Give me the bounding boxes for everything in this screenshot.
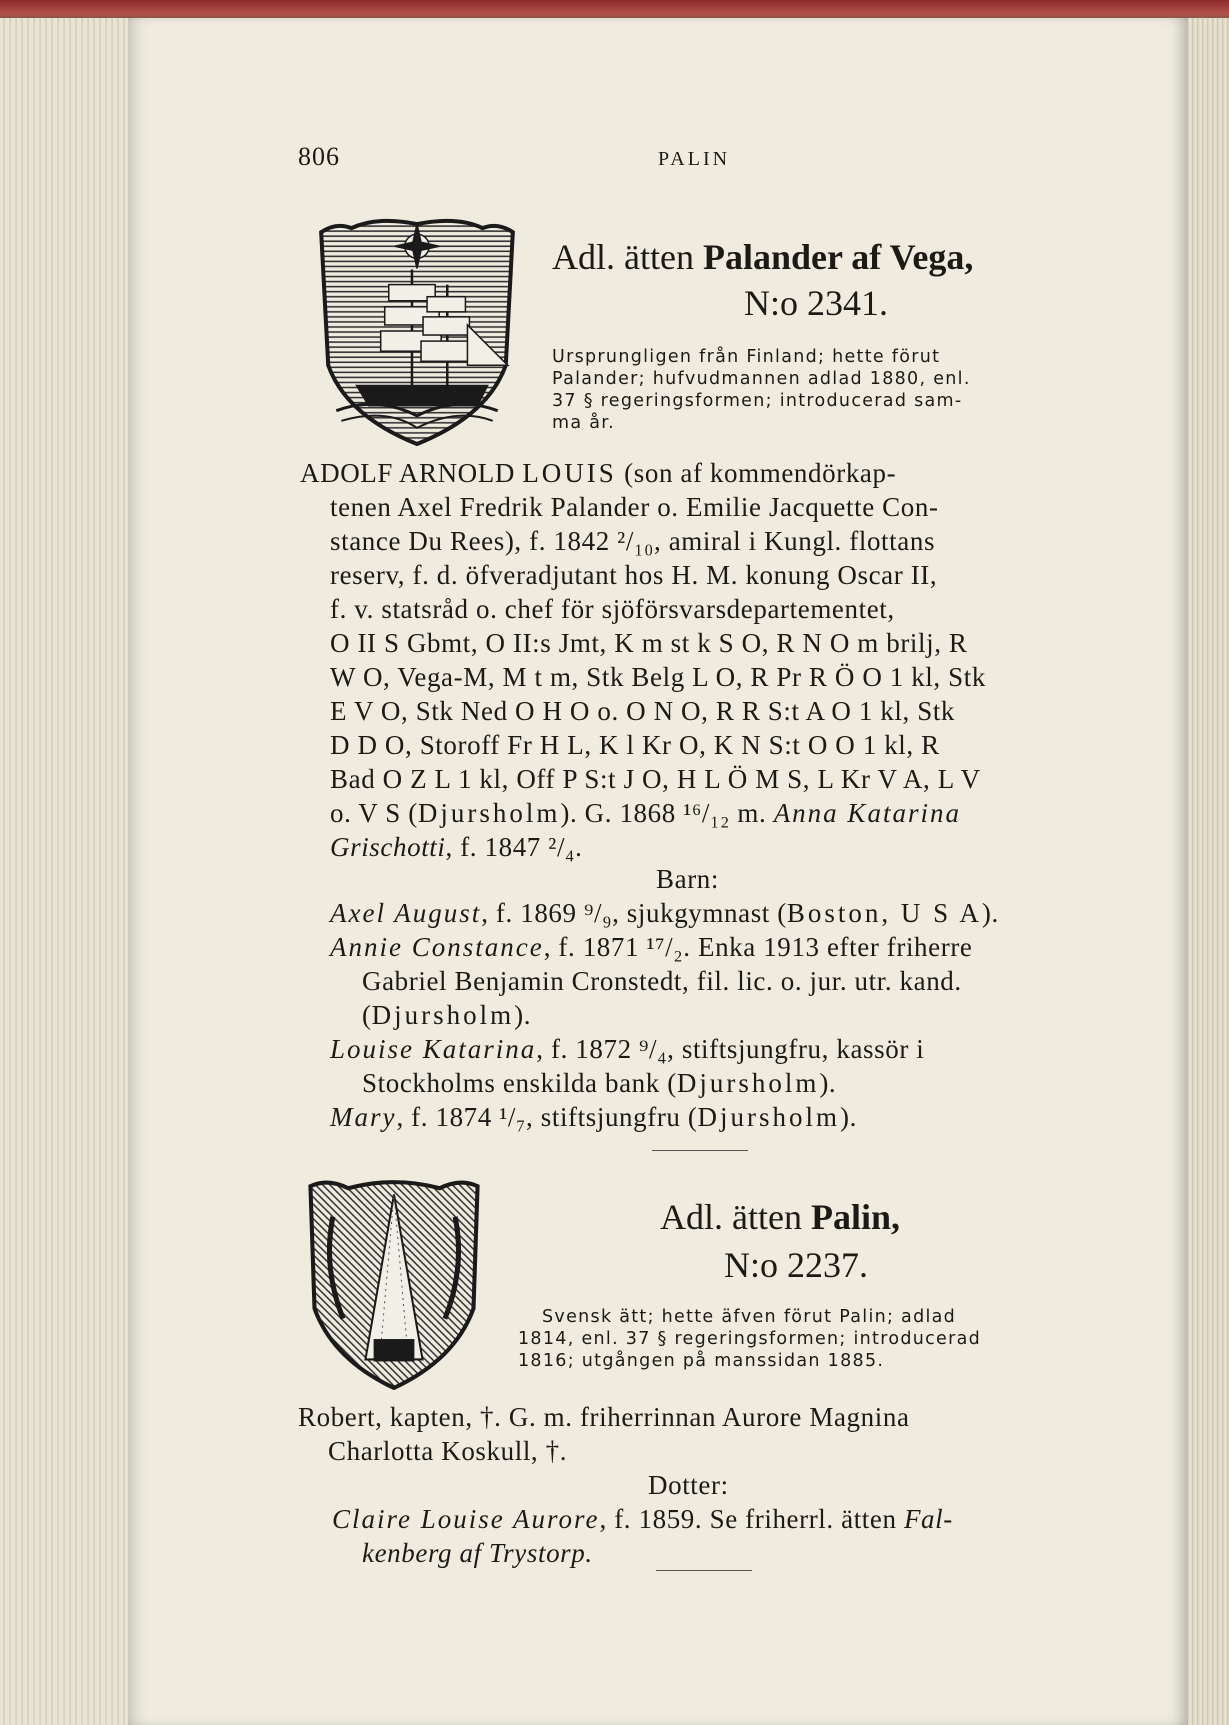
section-divider (656, 1570, 752, 1571)
coat-of-arms-obelisk-icon (302, 1176, 486, 1390)
entry1-body-line: E V O, Stk Ned O H O o. O N O, R R S:t A O 1 kl, Stk (330, 696, 956, 726)
entry2-body-line: Charlotta Koskull, †. (328, 1436, 568, 1466)
entry1-body-line: tenen Axel Fredrik Palander o. Emilie Jacquette Con- (330, 492, 939, 522)
entry1-body-line: f. v. statsråd o. chef för sjöförsvarsdepartementet, (330, 594, 895, 624)
entry1-body-line: reserv, f. d. öfveradjutant hos H. M. konung Oscar II, (330, 560, 938, 590)
entry1-body-line: O II S Gbmt, O II:s Jmt, K m st k S O, R N O m brilj, R (330, 628, 968, 658)
page-number: 806 (298, 142, 340, 171)
entry1-body-line: Grischotti, f. 1847 ²/₄. (330, 832, 583, 862)
daughter-entry-cont: kenberg af Trystorp. (362, 1538, 593, 1568)
entry1-body-line: ADOLF ARNOLD LOUIS (son af kommendörkap- (300, 458, 897, 488)
page-stack-right (1188, 18, 1229, 1725)
entry1-number: N:o 2341. (744, 283, 888, 323)
entry2-note: Svensk ätt; hette äfven förut Palin; adlad 1814, enl. 37 § regeringsformen; introducerad 1816; utgången på manssidan 1885. (518, 1307, 982, 1371)
page-stack-left (0, 18, 130, 1725)
entry1-body-line: W O, Vega-M, M t m, Stk Belg L O, R Pr R Ö O 1 kl, Stk (330, 662, 986, 692)
child-entry-cont: Gabriel Benjamin Cronstedt, fil. lic. o. jur. utr. kand. (362, 966, 962, 996)
children-heading: Barn: (656, 864, 719, 894)
child-entry: Louise Katarina, f. 1872 ⁹/₄, stiftsjungfru, kassör i (330, 1034, 925, 1064)
coat-of-arms-ship-icon (316, 214, 518, 446)
child-entry: Axel August, f. 1869 ⁹/₉, sjukgymnast (Boston, U S A). (330, 898, 999, 928)
child-entry: Annie Constance, f. 1871 ¹⁷/₂. Enka 1913 efter friherre (330, 932, 973, 962)
child-entry-cont: (Djursholm). (362, 1000, 532, 1030)
entry1-body-line: o. V S (Djursholm). G. 1868 ¹⁶/₁₂ m. Anna Katarina (330, 798, 961, 828)
entry1-note: Ursprungligen från Finland; hette förut Palander; hufvudmannen adlad 1880, enl. 37 § regeringsformen; introducerad sam- ma år. (552, 347, 971, 433)
entry1-heading: Adl. ätten Palander af Vega, (552, 237, 974, 277)
section-divider (652, 1150, 748, 1151)
running-head: PALIN (658, 148, 731, 170)
daughter-entry: Claire Louise Aurore, f. 1859. Se friherrl. ätten Fal- (332, 1504, 953, 1534)
entry1-body-line: stance Du Rees), f. 1842 ²/₁₀, amiral i Kungl. flottans (330, 526, 936, 556)
entry1-body-line: D D O, Storoff Fr H L, K l Kr O, K N S:t O O 1 kl, R (330, 730, 940, 760)
entry2-heading: Adl. ätten Palin, (660, 1197, 900, 1237)
entry2-body-line: Robert, kapten, †. G. m. friherrinnan Aurore Magnina (298, 1402, 910, 1432)
entry2-number: N:o 2237. (724, 1245, 868, 1285)
child-entry-cont: Stockholms enskilda bank (Djursholm). (362, 1068, 837, 1098)
child-entry: Mary, f. 1874 ¹/₇, stiftsjungfru (Djursholm). (330, 1102, 857, 1132)
entry1-body-line: Bad O Z L 1 kl, Off P S:t J O, H L Ö M S, L Kr V A, L V (330, 764, 981, 794)
daughter-heading: Dotter: (648, 1470, 729, 1500)
